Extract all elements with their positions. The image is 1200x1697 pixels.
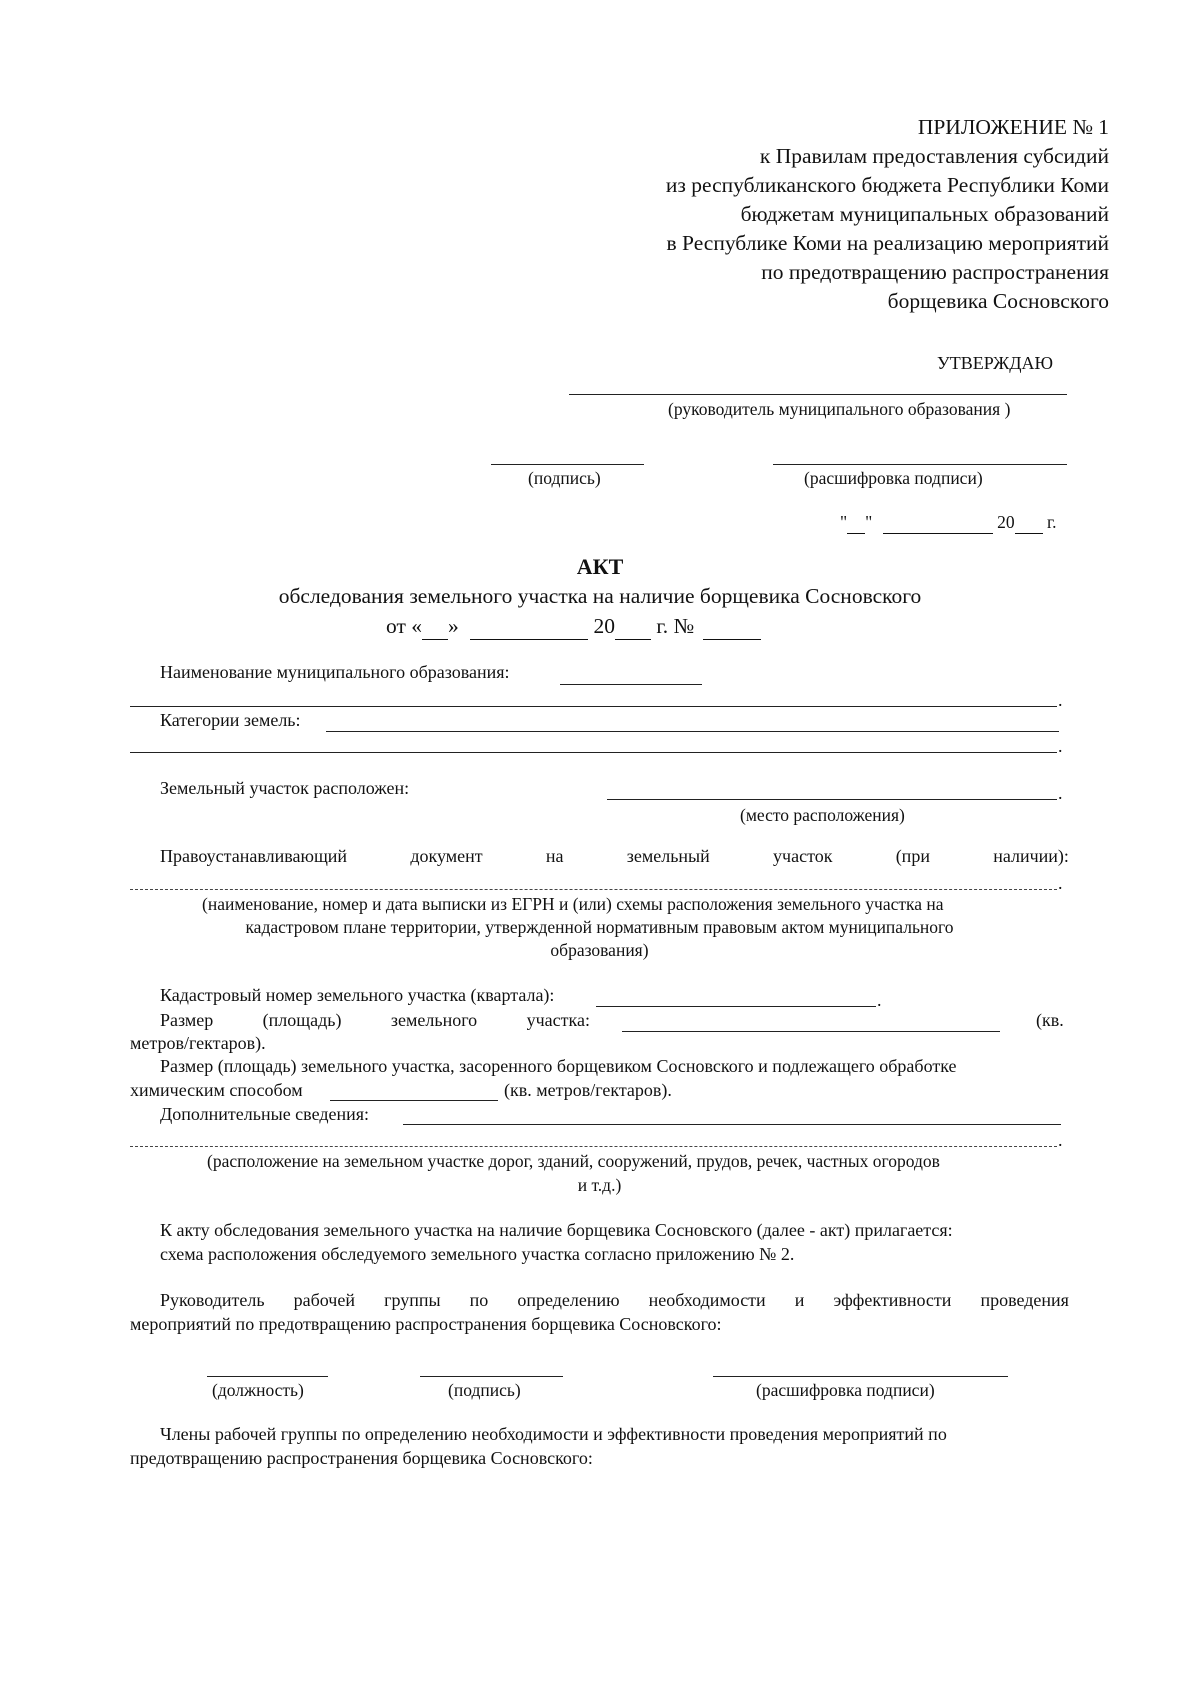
title-year-prefix: 20: [593, 614, 615, 638]
signature-caption: (подпись): [528, 468, 601, 488]
period: .: [1058, 873, 1063, 893]
word: (площадь): [262, 1010, 342, 1030]
head-decoding-line[interactable]: [713, 1376, 1008, 1377]
title-date-close: »: [448, 614, 459, 638]
cadastral-field[interactable]: [596, 1006, 876, 1007]
word: и: [794, 1290, 805, 1310]
location-caption: (место расположения): [740, 805, 905, 825]
land-category-field-continuation[interactable]: [130, 752, 1057, 753]
word: земельный: [626, 846, 710, 866]
word: участок: [773, 846, 833, 866]
period: .: [1058, 690, 1063, 710]
title-month-field[interactable]: [470, 614, 588, 640]
title-doc-caption-3: образования): [550, 940, 649, 960]
infested-field[interactable]: [330, 1100, 498, 1101]
appendix-number: ПРИЛОЖЕНИЕ № 1: [917, 115, 1109, 139]
head-decoding-caption: (расшифровка подписи): [756, 1380, 935, 1400]
appendix-line: бюджетам муниципальных образований: [740, 202, 1109, 226]
appendix-line: борщевика Сосновского: [887, 289, 1109, 313]
word: рабочей: [293, 1290, 355, 1310]
date-quote-open: ": [840, 512, 848, 532]
size-unit-start: (кв.: [1036, 1010, 1064, 1030]
extra-caption-1: (расположение на земельном участке дорог, зданий, сооружений, прудов, речек, частных огородов: [207, 1151, 940, 1171]
appendix-line: к Правилам предоставления субсидий: [759, 144, 1109, 168]
group-members-line-1: Члены рабочей группы по определению необходимости и эффективности проведения мероприятий по: [160, 1424, 947, 1444]
location-field[interactable]: [607, 799, 1057, 800]
word: проведения: [980, 1290, 1069, 1310]
land-category-label: Категории земель:: [160, 710, 301, 730]
word: эффективности: [833, 1290, 952, 1310]
size-unit-end: метров/гектаров).: [130, 1033, 266, 1053]
cadastral-label: Кадастровый номер земельного участка (квартала):: [160, 985, 555, 1005]
infested-line-1: Размер (площадь) земельного участка, засоренного борщевиком Сосновского и подлежащего обработке: [160, 1056, 957, 1076]
word: по: [469, 1290, 489, 1310]
approval-heading: УТВЕРЖДАЮ: [937, 353, 1054, 373]
head-signature-caption: (подпись): [448, 1380, 521, 1400]
size-field[interactable]: [622, 1031, 1000, 1032]
head-name-line[interactable]: [569, 394, 1067, 395]
extra-field-continuation[interactable]: [130, 1146, 1057, 1147]
head-signature-line[interactable]: [420, 1376, 563, 1377]
title-year-field[interactable]: [615, 614, 651, 640]
appendix-line: из республиканского бюджета Республики Коми: [665, 173, 1109, 197]
location-label: Земельный участок расположен:: [160, 778, 410, 798]
word: участка:: [526, 1010, 590, 1030]
head-caption: (руководитель муниципального образования ): [668, 399, 1011, 419]
infested-unit: (кв. метров/гектаров).: [504, 1080, 672, 1100]
period: .: [1058, 1130, 1063, 1150]
word: Правоустанавливающий: [160, 846, 348, 866]
word: необходимости: [648, 1290, 766, 1310]
word: определению: [517, 1290, 620, 1310]
municipality-field-continuation[interactable]: [130, 706, 1057, 707]
attachment-line-1: К акту обследования земельного участка на наличие борщевика Сосновского (далее - акт) прилагается:: [160, 1220, 953, 1240]
position-caption: (должность): [212, 1380, 304, 1400]
position-line[interactable]: [207, 1376, 328, 1377]
year-suffix: г.: [1046, 512, 1057, 532]
decoding-caption: (расшифровка подписи): [804, 468, 983, 488]
size-line: [160, 1010, 590, 1031]
year-prefix: 20: [997, 512, 1015, 532]
word: земельного: [390, 1010, 478, 1030]
extra-field[interactable]: [403, 1124, 1061, 1125]
extra-label: Дополнительные сведения:: [160, 1104, 370, 1124]
municipality-field[interactable]: [560, 684, 702, 685]
appendix-line: в Республике Коми на реализацию мероприятий: [666, 231, 1109, 255]
word: наличии):: [993, 846, 1069, 866]
word: Руководитель: [160, 1290, 265, 1310]
group-head-line-1: [160, 1290, 1069, 1311]
attachment-line-2: схема расположения обследуемого земельного участка согласно приложению № 2.: [160, 1244, 795, 1264]
word: группы: [384, 1290, 441, 1310]
land-category-field[interactable]: [326, 731, 1059, 732]
group-head-line-2: мероприятий по предотвращению распространения борщевика Сосновского:: [130, 1314, 722, 1334]
title-date-from: от «: [386, 614, 422, 638]
title-day-field[interactable]: [422, 614, 448, 640]
municipality-label: Наименование муниципального образования:: [160, 662, 510, 682]
infested-prefix: химическим способом: [130, 1080, 303, 1100]
word: документ: [410, 846, 483, 866]
year-field[interactable]: [1015, 512, 1043, 534]
group-members-line-2: предотвращению распространения борщевика Сосновского:: [130, 1448, 593, 1468]
title-year-suffix: г. №: [656, 614, 695, 638]
signature-line[interactable]: [491, 464, 644, 465]
title-number-field[interactable]: [703, 614, 761, 640]
title-doc-caption-2: кадастровом плане территории, утвержденной нормативным правовым актом муниципального: [245, 917, 954, 937]
period: .: [877, 990, 882, 1010]
day-field[interactable]: [847, 512, 865, 534]
extra-caption-2: и т.д.): [577, 1175, 622, 1195]
title-date-line: [386, 614, 761, 640]
decoding-line[interactable]: [773, 464, 1067, 465]
title-doc-line: [160, 846, 1069, 867]
title-doc-caption-1: (наименование, номер и дата выписки из ЕГРН и (или) схемы расположения земельного участка на: [202, 894, 944, 914]
title-subtitle: обследования земельного участка на наличие борщевика Сосновского: [278, 584, 922, 608]
period: .: [1058, 736, 1063, 756]
month-field[interactable]: [883, 512, 993, 534]
title-main: АКТ: [576, 554, 624, 579]
date-quote-close: ": [865, 512, 873, 532]
word: на: [545, 846, 564, 866]
period: .: [1058, 783, 1063, 803]
approval-date: [840, 512, 1057, 534]
word: Размер: [160, 1010, 214, 1030]
appendix-line: по предотвращению распространения: [761, 260, 1109, 284]
word: (при: [895, 846, 930, 866]
title-doc-field[interactable]: [130, 889, 1057, 890]
